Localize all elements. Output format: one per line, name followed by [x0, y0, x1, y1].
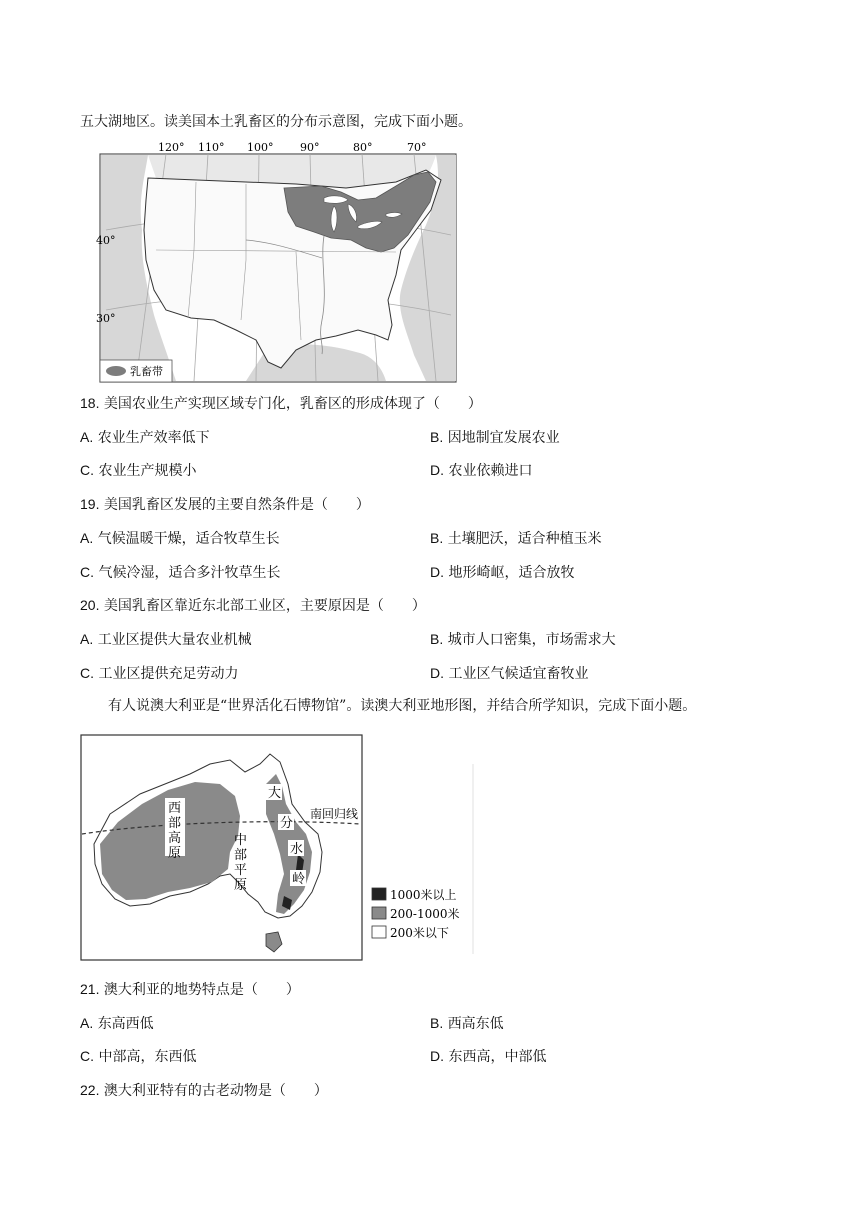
intro-text-2: 有人说澳大利亚是“世界活化石博物馆”。读澳大利亚地形图，并结合所学知识，完成下面小题。: [108, 698, 697, 714]
divide-range-char-2: 分: [280, 816, 294, 831]
legend-swatch-high: [372, 888, 386, 900]
dairy-legend-label: 乳畜带: [130, 365, 163, 378]
tropic-label: 南回归线: [310, 807, 359, 821]
q22-stem: 22. 澳大利亚特有的古老动物是（ ）: [80, 1082, 328, 1099]
lon-label-120: 120°: [158, 141, 185, 154]
q20-stem: 20. 美国乳畜区靠近东北部工业区，主要原因是（ ）: [80, 597, 426, 614]
west-plateau-char-2: 部: [168, 816, 182, 831]
q18-option-a[interactable]: A. 农业生产效率低下: [80, 429, 210, 446]
legend-label-low: 200米以下: [390, 926, 449, 940]
central-plain-char-3: 平: [234, 863, 248, 878]
australia-terrain-map: [80, 734, 475, 962]
central-plain-char-4: 原: [234, 878, 248, 893]
q19-stem: 19. 美国乳畜区发展的主要自然条件是（ ）: [80, 496, 370, 513]
divide-range-char-3: 水: [290, 842, 304, 857]
lon-label-110: 110°: [198, 141, 225, 154]
legend-swatch-low: [372, 926, 386, 938]
q18-option-b[interactable]: B. 因地制宜发展农业: [430, 429, 560, 446]
central-plain-char-1: 中: [234, 833, 248, 848]
q21-option-c[interactable]: C. 中部高，东西低: [80, 1048, 197, 1065]
west-plateau-char-4: 原: [168, 846, 182, 861]
q20-option-d[interactable]: D. 工业区气候适宜畜牧业: [430, 665, 589, 682]
central-plain-char-2: 部: [234, 848, 248, 863]
q19-option-c[interactable]: C. 气候冷湿，适合多汁牧草生长: [80, 564, 281, 581]
lon-label-100: 100°: [247, 141, 274, 154]
q20-option-c[interactable]: C. 工业区提供充足劳动力: [80, 665, 239, 682]
west-plateau-char-1: 西: [168, 801, 182, 816]
q19-option-a[interactable]: A. 气候温暖干燥，适合牧草生长: [80, 530, 280, 547]
q18-option-c[interactable]: C. 农业生产规模小: [80, 462, 197, 479]
q21-stem: 21. 澳大利亚的地势特点是（ ）: [80, 981, 300, 998]
lon-label-90: 90°: [300, 141, 320, 154]
legend-label-mid: 200-1000米: [390, 907, 460, 921]
divide-range-char-4: 岭: [292, 872, 306, 887]
us-dairy-map: [96, 140, 458, 384]
q21-option-b[interactable]: B. 西高东低: [430, 1015, 504, 1032]
q18-option-d[interactable]: D. 农业依赖进口: [430, 462, 533, 479]
q18-stem: 18. 美国农业生产实现区域专门化，乳畜区的形成体现了（ ）: [80, 395, 482, 412]
q21-option-a[interactable]: A. 东高西低: [80, 1015, 154, 1032]
lon-label-70: 70°: [407, 141, 427, 154]
lat-label-30: 30°: [96, 312, 116, 325]
lat-label-40: 40°: [96, 234, 116, 247]
west-plateau-char-3: 高: [168, 831, 182, 846]
legend-swatch-mid: [372, 907, 386, 919]
q20-option-a[interactable]: A. 工业区提供大量农业机械: [80, 631, 252, 648]
q21-option-d[interactable]: D. 东西高，中部低: [430, 1048, 547, 1065]
legend-label-high: 1000米以上: [390, 888, 457, 902]
q19-option-d[interactable]: D. 地形崎岖，适合放牧: [430, 564, 575, 581]
intro-text-1: 五大湖地区。读美国本土乳畜区的分布示意图，完成下面小题。: [80, 114, 472, 130]
q20-option-b[interactable]: B. 城市人口密集，市场需求大: [430, 631, 616, 648]
dairy-legend-swatch: [106, 366, 126, 376]
lon-label-80: 80°: [353, 141, 373, 154]
q19-option-b[interactable]: B. 土壤肥沃，适合种植玉米: [430, 530, 602, 547]
divide-range-char-1: 大: [268, 786, 282, 801]
